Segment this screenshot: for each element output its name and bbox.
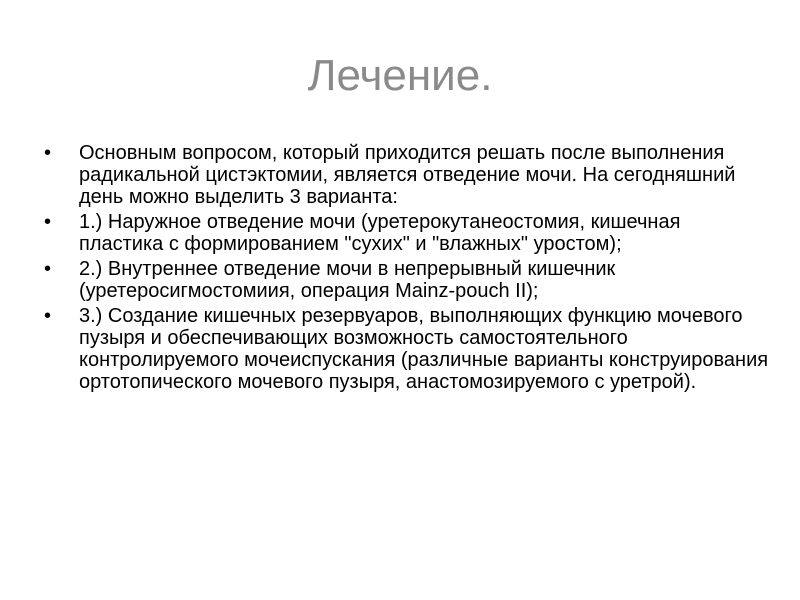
bullet-text: 2.) Внутреннее отведение мочи в непрерывный кишечник (уретеросигмостомиия, операция Mainz-pouch II); (79, 258, 616, 302)
bullet-marker: • (44, 142, 52, 164)
bullet-text: 3.) Создание кишечных резервуаров, выполняющих функцию мочевого пузыря и обеспечивающих возможность самостоятельного контролируемого мочеиспускания (различные варианты конструирования ортотопического мочевого пузыря, анастомозируемого с уретрой). (79, 305, 769, 393)
bullet-marker: • (44, 305, 52, 327)
bullet-list (40, 142, 770, 396)
bullet-text: Основным вопросом, который приходится решать после выполнения радикальной цистэктомии, является отведение мочи. На сегодняшний день можно выделить 3 варианта: (79, 142, 736, 208)
bullet-marker: • (44, 258, 52, 280)
bullet-marker: • (44, 211, 52, 233)
bullet-item (40, 258, 770, 302)
bullet-item (40, 305, 770, 393)
bullet-item (40, 142, 770, 208)
slide-title: Лечение. (307, 51, 493, 100)
bullet-text: 1.) Наружное отведение мочи (уретерокутанеостомия, кишечная пластика с формированием "сухих" и "влажных" уростом); (79, 211, 681, 255)
bullet-item (40, 211, 770, 255)
